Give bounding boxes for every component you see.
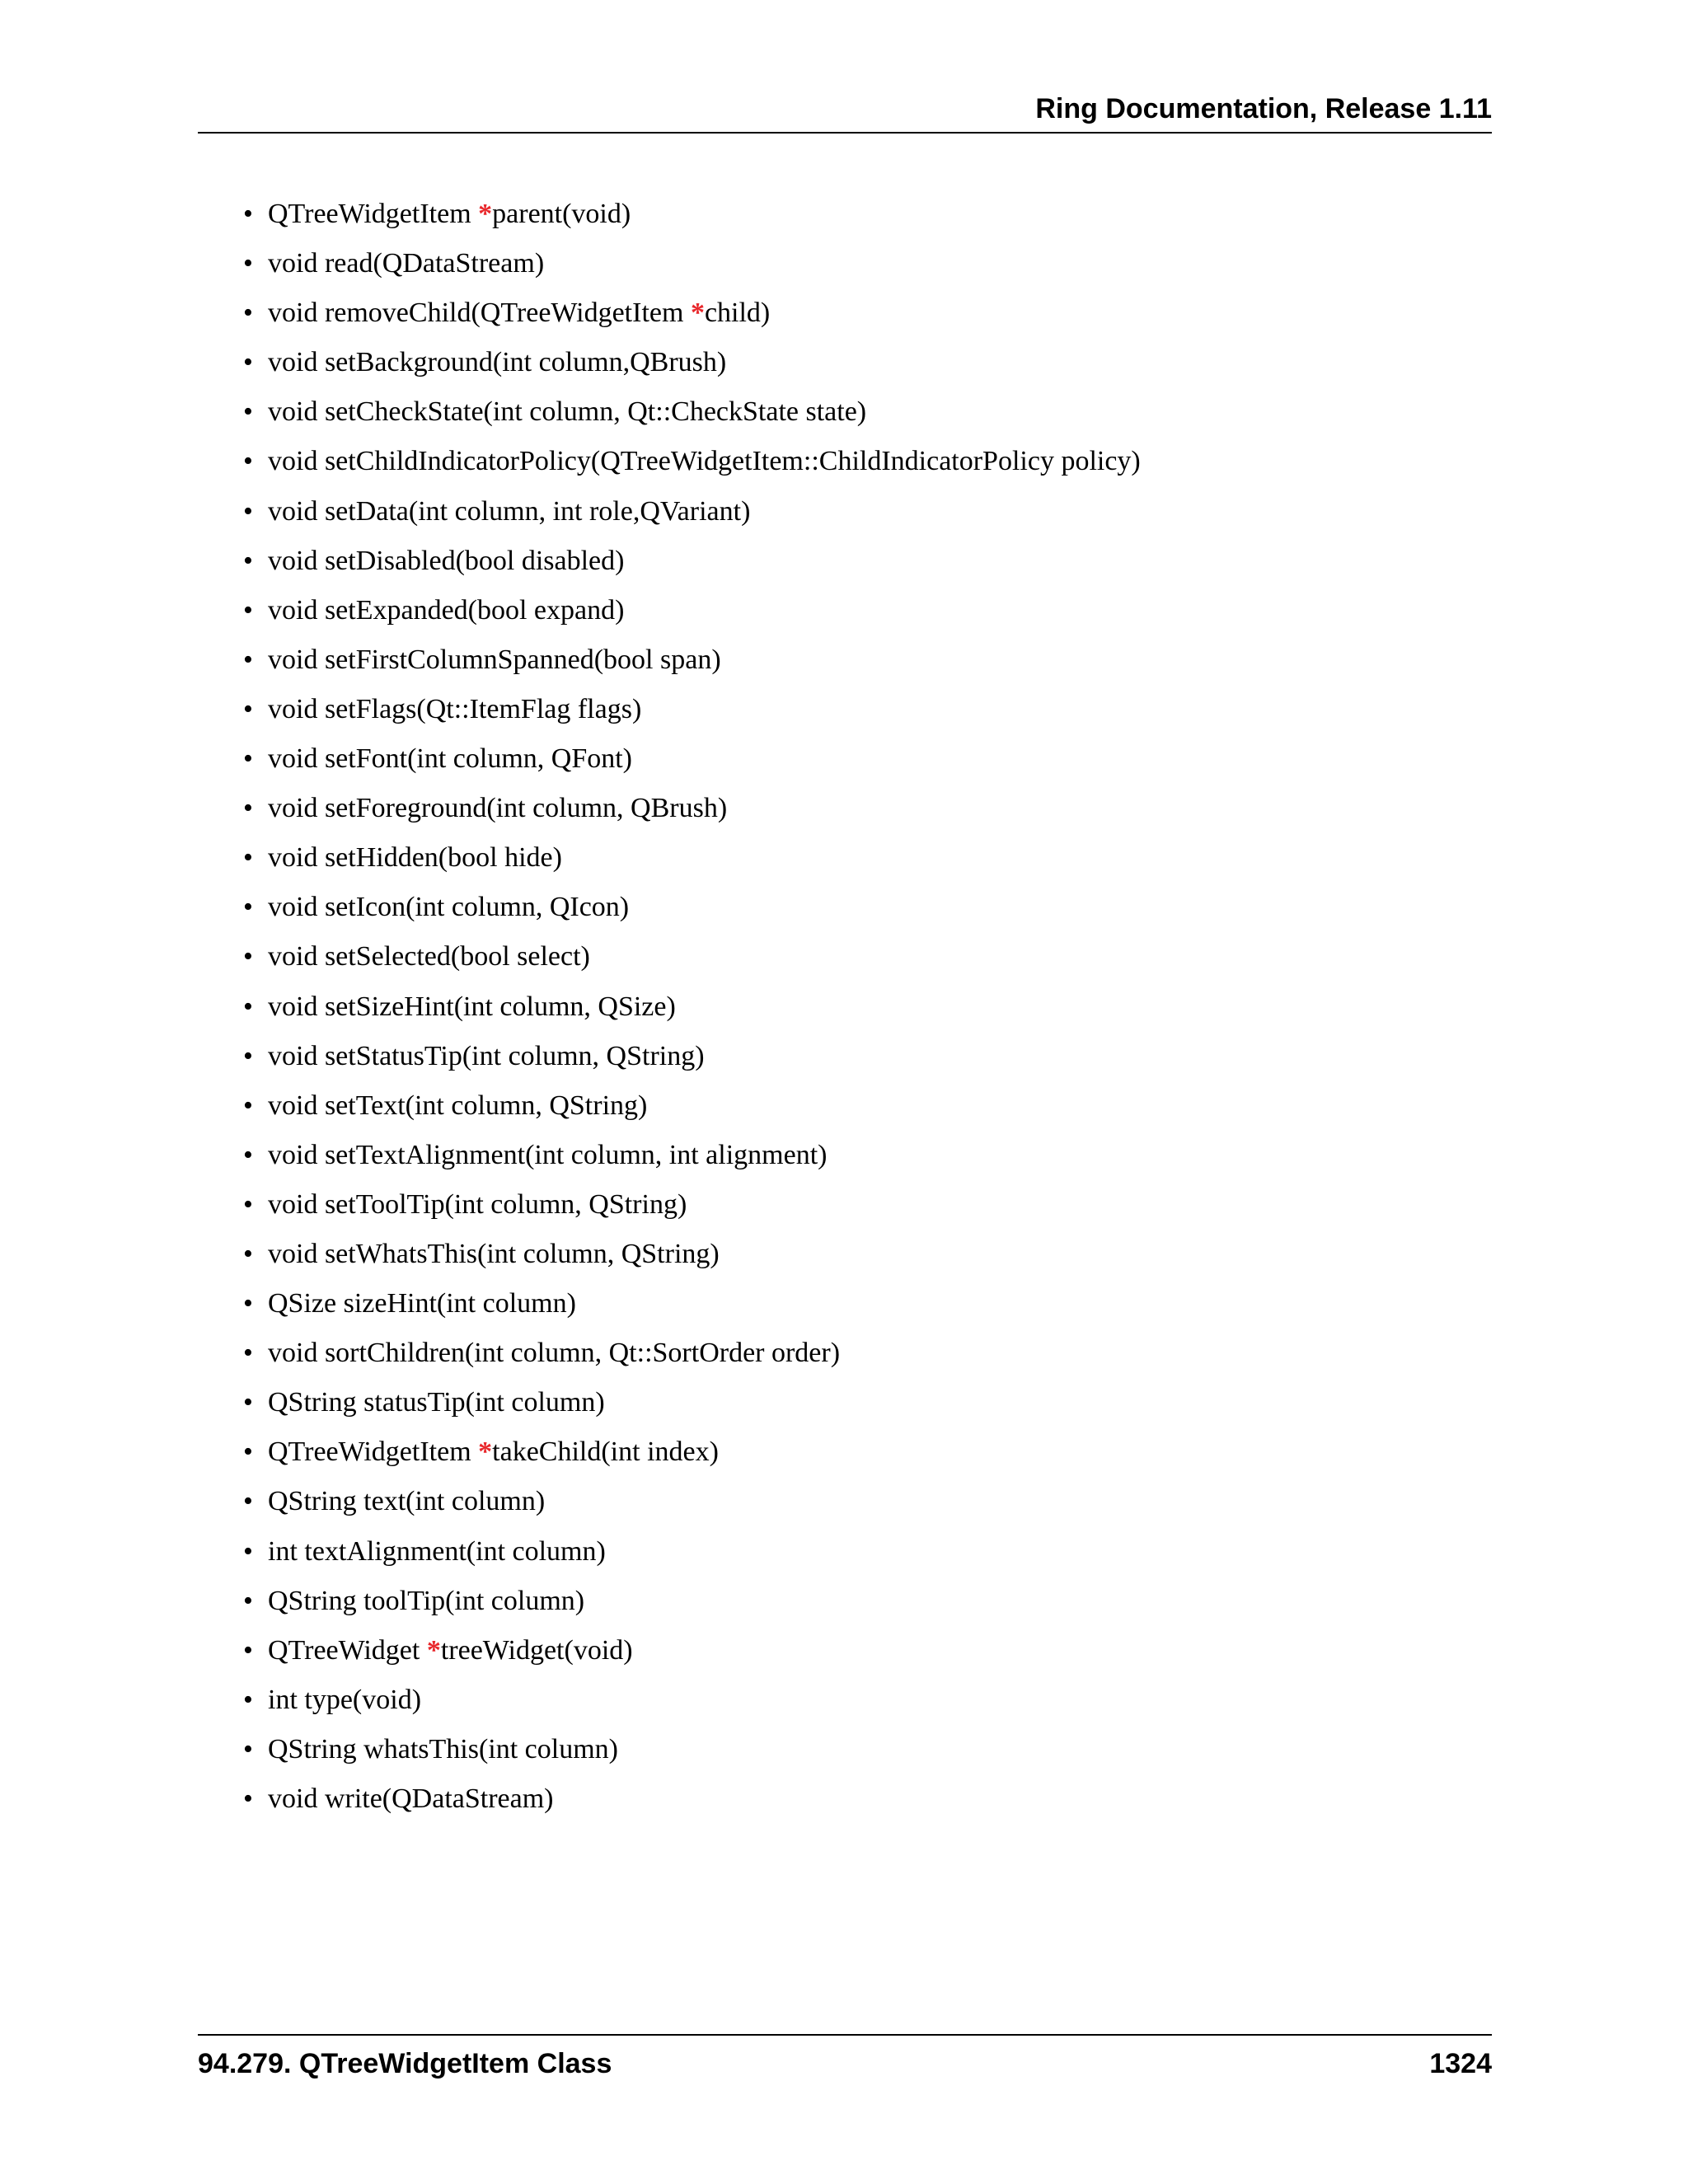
method-list-item xyxy=(243,743,1479,792)
method-signature xyxy=(268,1337,840,1370)
bullet-icon: • xyxy=(243,347,253,378)
method-list-item xyxy=(243,495,1479,545)
method-signature xyxy=(268,297,770,330)
method-signature xyxy=(268,1386,605,1419)
bullet-icon: • xyxy=(243,1634,253,1666)
method-signature xyxy=(268,445,1141,478)
signature-start: QString toolTip(int column) xyxy=(268,1585,585,1616)
method-list-item xyxy=(243,693,1479,743)
bullet-icon: • xyxy=(243,545,253,576)
method-list-item xyxy=(243,1485,1479,1535)
pointer-star: * xyxy=(426,1634,441,1666)
bullet-icon: • xyxy=(243,941,253,972)
signature-start: void setText(int column, QString) xyxy=(268,1090,648,1121)
bullet-icon: • xyxy=(243,1684,253,1715)
method-list-item xyxy=(243,1386,1479,1436)
signature-start: void setChildIndicatorPolicy(QTreeWidgetItem::ChildIndicatorPolicy policy) xyxy=(268,446,1141,477)
method-signature xyxy=(268,1783,554,1816)
method-list-item xyxy=(243,1733,1479,1783)
bullet-icon: • xyxy=(243,248,253,279)
section-title: 94.279. QTreeWidgetItem Class xyxy=(198,2048,612,2079)
method-list-item xyxy=(243,1436,1479,1485)
bullet-icon: • xyxy=(243,892,253,923)
bullet-icon: • xyxy=(243,991,253,1022)
method-signature xyxy=(268,693,641,726)
method-list-item xyxy=(243,1585,1479,1634)
signature-start: int textAlignment(int column) xyxy=(268,1535,606,1567)
bullet-icon: • xyxy=(243,743,253,775)
bullet-icon: • xyxy=(243,1040,253,1071)
bullet-icon: • xyxy=(243,644,253,675)
method-list-item xyxy=(243,1090,1479,1139)
bullet-icon: • xyxy=(243,1733,253,1765)
signature-start: void setFont(int column, QFont) xyxy=(268,743,632,775)
document-title: Ring Documentation, Release 1.11 xyxy=(1035,93,1492,124)
bullet-icon: • xyxy=(243,1139,253,1170)
method-list-item xyxy=(243,841,1479,891)
bullet-icon: • xyxy=(243,1090,253,1121)
bullet-icon: • xyxy=(243,1535,253,1567)
signature-start: void setIcon(int column, QIcon) xyxy=(268,892,630,923)
signature-start: void setTextAlignment(int column, int alignment) xyxy=(268,1139,828,1170)
bullet-icon: • xyxy=(243,693,253,724)
signature-start: void sortChildren(int column, Qt::SortOrder order) xyxy=(268,1338,841,1369)
signature-start: void setStatusTip(int column, QString) xyxy=(268,1040,705,1071)
method-list-item xyxy=(243,1535,1479,1585)
method-list-item xyxy=(243,1634,1479,1684)
signature-start: QString whatsThis(int column) xyxy=(268,1733,618,1765)
method-list-item xyxy=(243,940,1479,990)
signature-end: takeChild(int index) xyxy=(492,1436,719,1468)
signature-start: void setCheckState(int column, Qt::CheckState state) xyxy=(268,396,867,428)
signature-start: void setSelected(bool select) xyxy=(268,941,590,972)
bullet-icon: • xyxy=(243,1486,253,1517)
method-signature xyxy=(268,1090,647,1122)
signature-end: child) xyxy=(704,298,771,329)
method-signature xyxy=(268,1188,687,1221)
signature-end: treeWidget(void) xyxy=(440,1634,633,1666)
bullet-icon: • xyxy=(243,842,253,874)
signature-start: void setDisabled(bool disabled) xyxy=(268,545,625,576)
method-list-item xyxy=(243,594,1479,644)
bullet-icon: • xyxy=(243,594,253,626)
method-list-item xyxy=(243,1337,1479,1386)
signature-start: QTreeWidget xyxy=(268,1634,427,1666)
method-signature xyxy=(268,1139,827,1172)
method-signature xyxy=(268,644,721,677)
bullet-icon: • xyxy=(243,199,253,229)
method-list-item xyxy=(243,346,1479,396)
method-signature xyxy=(268,1040,705,1073)
signature-start: void setSizeHint(int column, QSize) xyxy=(268,991,676,1022)
signature-start: QTreeWidgetItem xyxy=(268,1436,479,1468)
signature-start: void setWhatsThis(int column, QString) xyxy=(268,1238,720,1269)
signature-start: QSize sizeHint(int column) xyxy=(268,1288,576,1319)
method-list xyxy=(243,198,1479,1832)
bullet-icon: • xyxy=(243,298,253,329)
method-signature xyxy=(268,594,624,627)
method-list-item xyxy=(243,1188,1479,1238)
method-signature xyxy=(268,346,726,379)
method-signature xyxy=(268,247,544,280)
method-signature xyxy=(268,841,562,874)
bullet-icon: • xyxy=(243,1188,253,1220)
bullet-icon: • xyxy=(243,1288,253,1319)
method-signature xyxy=(268,991,676,1024)
signature-start: void removeChild(QTreeWidgetItem xyxy=(268,298,691,329)
method-list-item xyxy=(243,644,1479,693)
method-list-item xyxy=(243,445,1479,494)
method-signature xyxy=(268,1535,606,1568)
method-list-item xyxy=(243,396,1479,445)
method-signature xyxy=(268,1287,576,1320)
method-list-item xyxy=(243,1287,1479,1337)
page-number: 1324 xyxy=(1429,2048,1492,2079)
method-list-item xyxy=(243,1139,1479,1188)
pointer-star: * xyxy=(478,1436,493,1468)
method-signature xyxy=(268,198,631,231)
method-list-item xyxy=(243,1783,1479,1832)
bullet-icon: • xyxy=(243,495,253,527)
method-list-item xyxy=(243,545,1479,594)
signature-start: void setFirstColumnSpanned(bool span) xyxy=(268,644,721,675)
method-signature xyxy=(268,1733,618,1766)
method-signature xyxy=(268,1436,719,1469)
method-list-item xyxy=(243,1684,1479,1733)
method-list-item xyxy=(243,297,1479,346)
signature-start: void write(QDataStream) xyxy=(268,1783,554,1814)
method-signature xyxy=(268,940,590,973)
bullet-icon: • xyxy=(243,396,253,428)
method-signature xyxy=(268,1684,421,1717)
method-signature xyxy=(268,743,632,776)
bullet-icon: • xyxy=(243,1238,253,1269)
method-list-item xyxy=(243,1238,1479,1287)
method-signature xyxy=(268,891,629,924)
method-signature xyxy=(268,545,624,578)
bullet-icon: • xyxy=(243,793,253,824)
bullet-icon: • xyxy=(243,446,253,477)
method-signature xyxy=(268,396,866,429)
method-list-item xyxy=(243,1040,1479,1090)
signature-start: QTreeWidgetItem xyxy=(268,199,479,229)
signature-end: parent(void) xyxy=(492,199,631,229)
page-header xyxy=(198,92,1492,134)
bullet-icon: • xyxy=(243,1387,253,1418)
signature-start: QString text(int column) xyxy=(268,1486,546,1517)
page-footer xyxy=(198,2034,1492,2085)
method-signature xyxy=(268,1634,633,1667)
method-list-item xyxy=(243,247,1479,297)
signature-start: void setBackground(int column,QBrush) xyxy=(268,347,727,378)
signature-start: void setForeground(int column, QBrush) xyxy=(268,793,728,824)
pointer-star: * xyxy=(478,199,493,229)
method-signature xyxy=(268,792,727,825)
bullet-icon: • xyxy=(243,1338,253,1369)
method-list-item xyxy=(243,991,1479,1040)
method-signature xyxy=(268,1485,545,1518)
method-signature xyxy=(268,1238,720,1271)
signature-start: void setHidden(bool hide) xyxy=(268,842,562,874)
method-list-item xyxy=(243,891,1479,940)
signature-start: void setExpanded(bool expand) xyxy=(268,594,625,626)
method-list-item xyxy=(243,792,1479,841)
method-signature xyxy=(268,495,750,528)
bullet-icon: • xyxy=(243,1783,253,1814)
signature-start: void setFlags(Qt::ItemFlag flags) xyxy=(268,693,642,724)
signature-start: void read(QDataStream) xyxy=(268,248,545,279)
signature-start: void setToolTip(int column, QString) xyxy=(268,1188,687,1220)
bullet-icon: • xyxy=(243,1436,253,1468)
signature-start: void setData(int column, int role,QVariant) xyxy=(268,495,751,527)
bullet-icon: • xyxy=(243,1585,253,1616)
method-list-item xyxy=(243,198,1479,247)
signature-start: int type(void) xyxy=(268,1684,422,1715)
method-signature xyxy=(268,1585,584,1618)
signature-start: QString statusTip(int column) xyxy=(268,1387,605,1418)
pointer-star: * xyxy=(690,298,705,329)
